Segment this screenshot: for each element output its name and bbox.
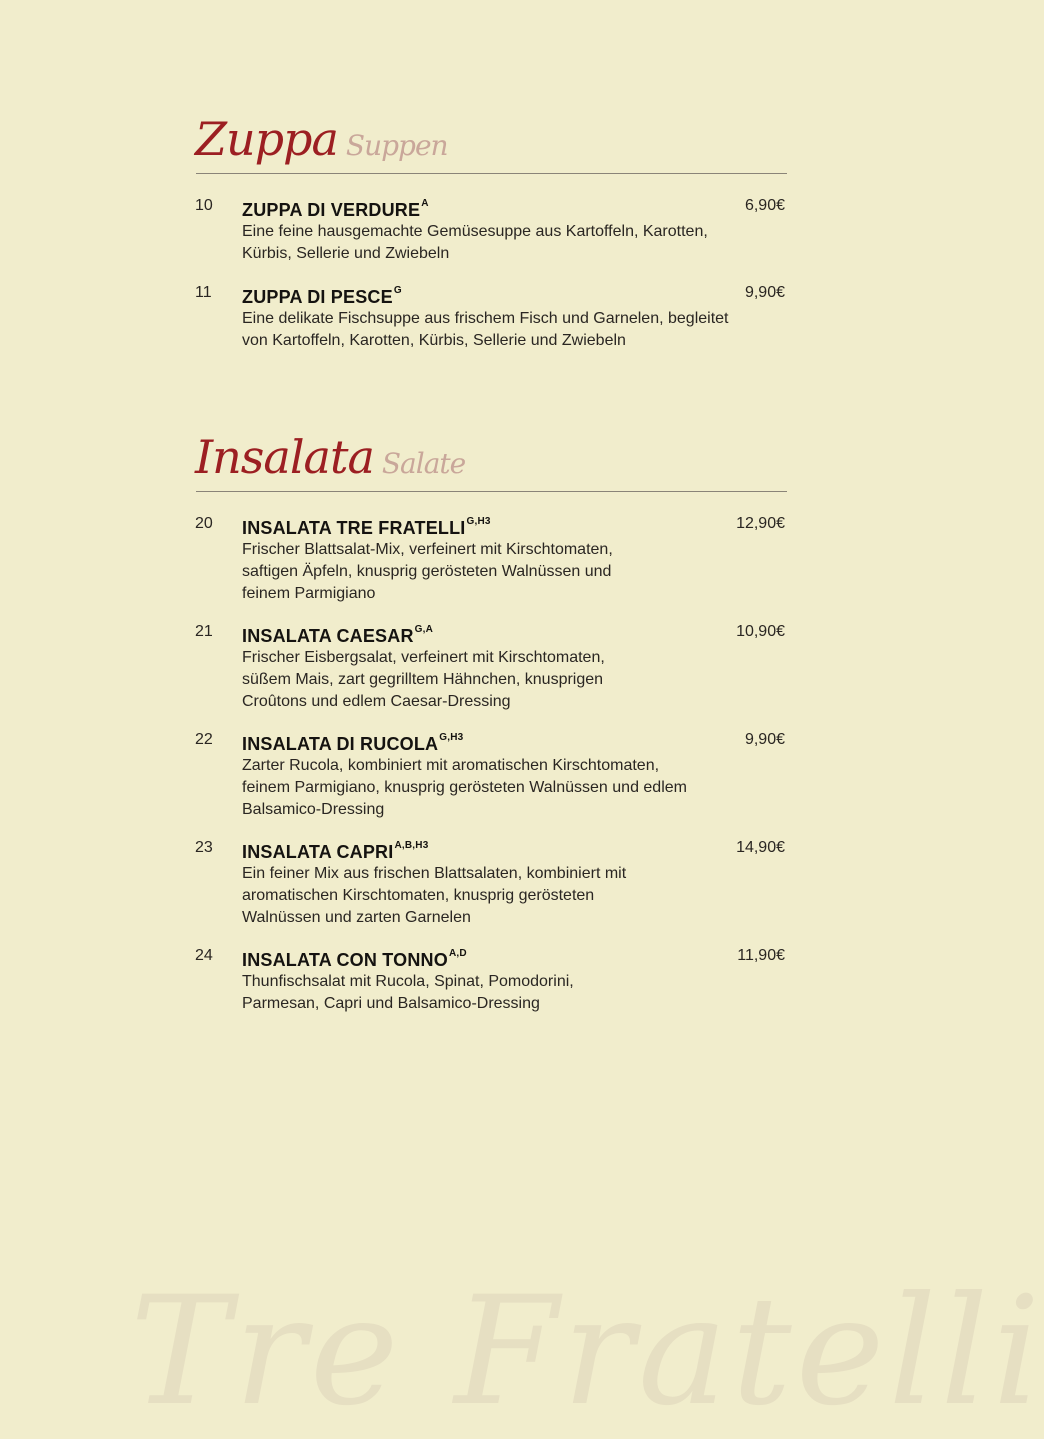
item-price: 12,90€ bbox=[736, 515, 785, 532]
item-description: Frischer Blattsalat-Mix, verfeinert mit Kirschtomaten, saftigen Äpfeln, knusprig gerösteten Walnüssen und feinem Parmigiano bbox=[242, 541, 613, 602]
tre-fratelli-watermark: Tre Fratelli bbox=[130, 1265, 1044, 1439]
menu-item bbox=[195, 946, 787, 1015]
allergen-codes: A,D bbox=[448, 948, 467, 959]
section-divider bbox=[196, 173, 787, 174]
item-name: INSALATA CON $TONNO^{A,D}$ bbox=[242, 948, 467, 970]
item-name: ZUPPA DI $PESCE^G$ bbox=[242, 285, 402, 307]
item-number: 24 bbox=[195, 947, 213, 964]
item-name: INSALATA TRE $FRATELLI^{G,H3}$ bbox=[242, 516, 491, 538]
section-subtitle: Suppen bbox=[345, 129, 448, 162]
allergen-codes: G,H3 bbox=[466, 516, 491, 527]
item-price: 11,90€ bbox=[737, 947, 785, 964]
item-name: INSALATA DI $RUCOLA^{G,H3}$ bbox=[242, 732, 464, 754]
section-subtitle: Salate bbox=[381, 447, 466, 480]
item-description: Ein feiner Mix aus frischen Blattsalaten, kombiniert mit aromatischen Kirschtomaten, knusprig gerösteten Walnüssen und zarten Garnelen bbox=[242, 865, 627, 926]
section-zuppa bbox=[195, 94, 787, 352]
allergen-codes: A bbox=[421, 198, 429, 209]
allergen-codes: G,H3 bbox=[439, 732, 464, 743]
item-number: 22 bbox=[195, 731, 213, 748]
item-number: 21 bbox=[195, 623, 213, 640]
menu-item-list bbox=[195, 196, 787, 352]
item-number: 10 bbox=[195, 197, 213, 214]
item-description: Thunfischsalat mit Rucola, Spinat, Pomodorini, Parmesan, Capri und Balsamico-Dressing bbox=[242, 973, 574, 1012]
item-name: ZUPPA DI $VERDURE^A$ bbox=[242, 198, 429, 220]
item-name: INSALATA $CAPRI^{A,B,H3}$ bbox=[242, 840, 429, 862]
menu-item bbox=[195, 730, 787, 838]
item-description: Eine delikate Fischsuppe aus frischem Fisch und Garnelen, begleitet von Kartoffeln, Karotten, Kürbis, Sellerie und Zwiebeln bbox=[242, 310, 729, 349]
menu-item bbox=[195, 622, 787, 730]
item-price: 9,90€ bbox=[744, 731, 785, 748]
item-number: 20 bbox=[195, 515, 213, 532]
section-header bbox=[195, 94, 787, 174]
menu-item bbox=[195, 838, 787, 946]
menu-item-list bbox=[195, 514, 787, 1015]
menu-item bbox=[195, 283, 787, 352]
item-number: 23 bbox=[195, 839, 213, 856]
item-price: 10,90€ bbox=[736, 623, 785, 640]
menu-item bbox=[195, 196, 787, 283]
item-name: INSALATA $CAESAR^{G,A}$ bbox=[242, 624, 434, 646]
section-insalata bbox=[195, 412, 787, 1015]
item-price: 6,90€ bbox=[744, 197, 785, 214]
allergen-codes: G bbox=[393, 285, 402, 296]
menu-item bbox=[195, 514, 787, 622]
item-description: Frischer Eisbergsalat, verfeinert mit Kirschtomaten, süßem Mais, zart gegrilltem Hähnchen, knusprigen Croûtons und edlem Caesar-Dressing bbox=[242, 649, 605, 710]
section-divider bbox=[196, 491, 787, 492]
item-number: 11 bbox=[195, 284, 212, 301]
item-description: Zarter Rucola, kombiniert mit aromatischen Kirschtomaten, feinem Parmigiano, knusprig gerösteten Walnüssen und edlem Balsamico-Dressing bbox=[242, 757, 687, 818]
item-price: 14,90€ bbox=[736, 839, 785, 856]
section-title: Zuppa Suppen bbox=[195, 112, 448, 166]
item-price: 9,90€ bbox=[744, 284, 785, 301]
allergen-codes: A,B,H3 bbox=[394, 840, 429, 851]
section-header bbox=[195, 412, 787, 492]
allergen-codes: G,A bbox=[414, 624, 434, 635]
item-description: Eine feine hausgemachte Gemüsesuppe aus Kartoffeln, Karotten, Kürbis, Sellerie und Zwiebeln bbox=[242, 223, 708, 262]
section-title: Insalata Salate bbox=[195, 430, 466, 484]
